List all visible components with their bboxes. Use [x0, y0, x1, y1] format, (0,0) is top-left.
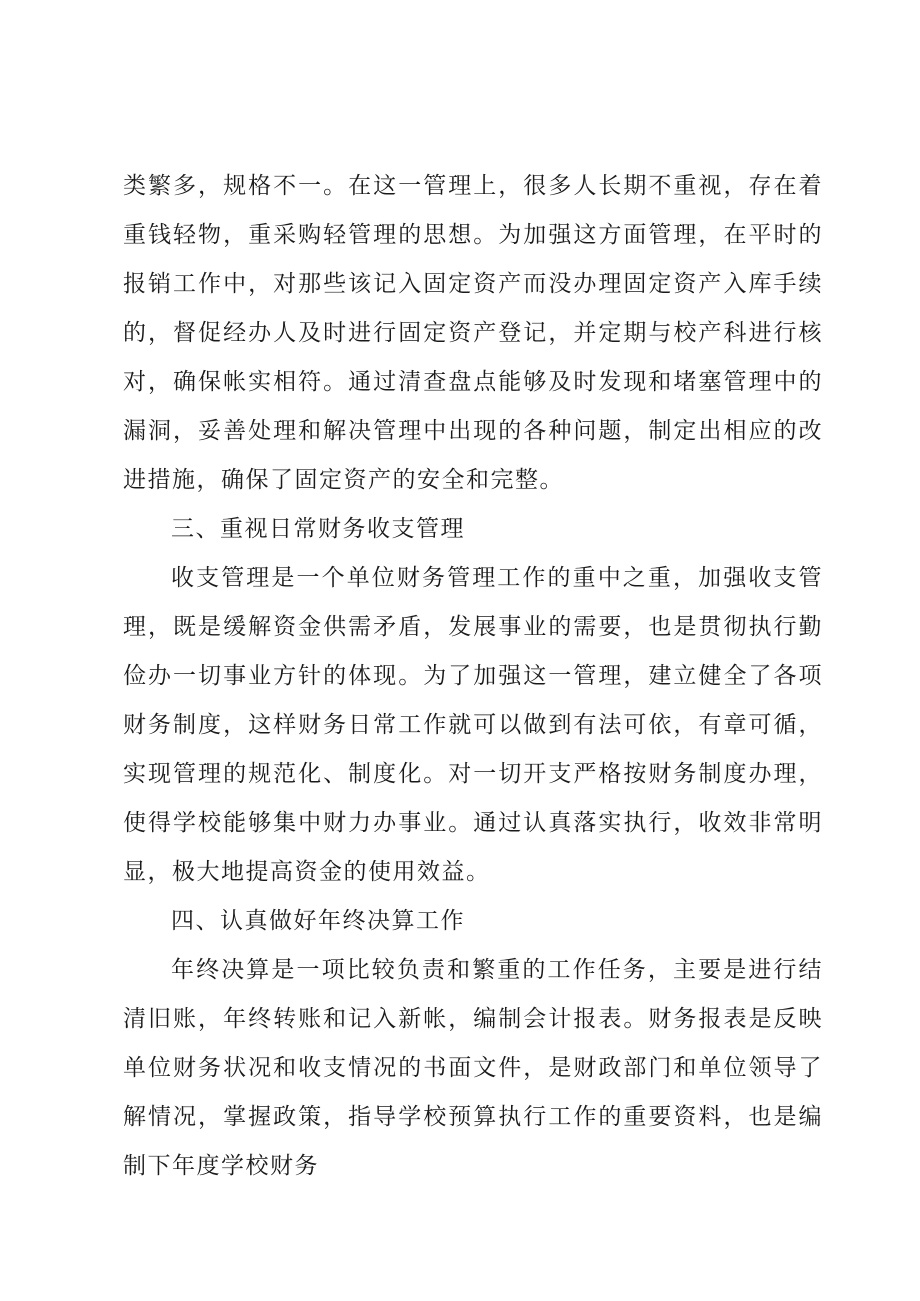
paragraph-fixed-assets: 类繁多，规格不一。在这一管理上，很多人长期不重视，存在着重钱轻物，重采购轻管理的思想。为加强这方面管理，在平时的报销工作中，对那些该记入固定资产而没办理固定资产入库手续的，督促经办人及时进行固定资产登记，并定期与校产科进行核对，确保帐实相符。通过清查盘点能够及时发现和堵塞管理中的漏洞，妥善处理和解决管理中出现的各种问题，制定出相应的改进措施，确保了固定资产的安全和完整。 [123, 173, 823, 493]
section-heading-3: 三、重视日常财务收支管理 [171, 516, 465, 542]
document-body [123, 162, 823, 1191]
section-heading-4: 四、认真做好年终决算工作 [171, 908, 465, 934]
paragraph-year-end: 年终决算是一项比较负责和繁重的工作任务，主要是进行结清旧账，年终转账和记入新帐，编制会计报表。财务报表是反映单位财务状况和收支情况的书面文件，是财政部门和单位领导了解情况，掌握政策，指导学校预算执行工作的重要资料，也是编制下年度学校财务 [123, 957, 823, 1179]
paragraph-income-expense: 收支管理是一个单位财务管理工作的重中之重，加强收支管理，既是缓解资金供需矛盾，发展事业的需要，也是贯彻执行勤俭办一切事业方针的体现。为了加强这一管理，建立健全了各项财务制度，这样财务日常工作就可以做到有法可依，有章可循，实现管理的规范化、制度化。对一切开支严格按财务制度办理，使得学校能够集中财力办事业。通过认真落实执行，收效非常明显，极大地提高资金的使用效益。 [123, 565, 823, 885]
